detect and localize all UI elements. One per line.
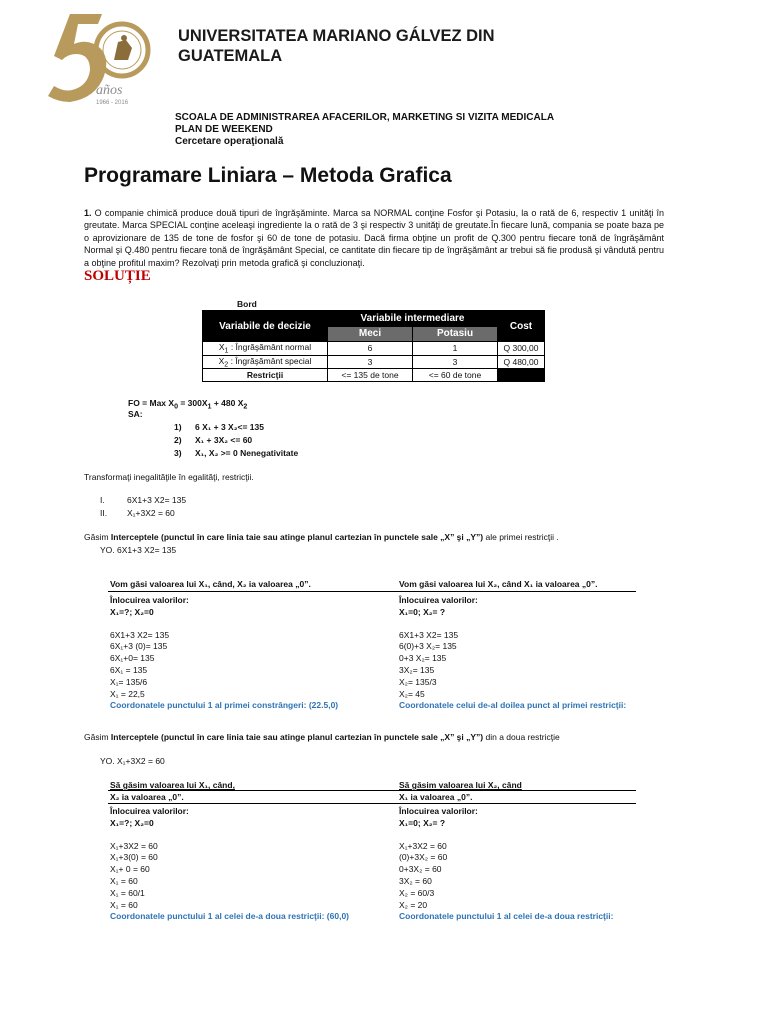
constraint-3-number: 3) (174, 448, 182, 458)
table-cell-cost: Q 480,00 (498, 355, 545, 369)
university-logo (40, 6, 152, 110)
table-cell-variable: $X_2$ : Îngrăşământ special (203, 355, 328, 369)
table-cell-potasiu: 3 (413, 355, 498, 369)
university-name-line2: GUATEMALA (178, 47, 283, 65)
section2-yo: YO. X₁+3X2 = 60 (100, 756, 165, 766)
constraint-2: X₁ + 3X₂ <= 60 (195, 435, 253, 445)
restriction-potasiu: <= 60 de tone (413, 369, 498, 382)
constraint-2-number: 2) (174, 435, 182, 445)
section1-right-result: Coordonatele celui de-al doilea punct al primei restricţii: (399, 700, 627, 711)
section1-left-column: Înlocuirea valorilor: X₁=?; X₂=0 6X1+3 X2= 135 6X₁+3 (0)= 135 6X₁+0= 135 6X₁ = 135 X₁= 135/6 X₁ = 22,5 Coordonatele punctului 1 al primei constrângeri: (22.5,0) (110, 595, 339, 711)
page-title: Programare Liniara – Metoda Grafica (84, 164, 452, 187)
section2-left-column: Înlocuirea valorilor: X₁=?; X₂=0 X₁+3X2 = 60 X₁+3(0) = 60 X₁+ 0 = 60 X₁ = 60 X₁ = 60/1 X₁ = 60 Coordonatele punctului 1 al celei de-a doua restricţii: (60,0) (110, 806, 349, 922)
equation-ii-number: II. (100, 508, 108, 518)
bord-label: Bord (237, 299, 257, 309)
section1-right-heading: Vom găsi valoarea lui X₂, când X₁ ia valoarea „0”. (399, 579, 598, 589)
section2-intro: Găsim Interceptele (punctul în care linia taie sau atinge planul cartezian în punctele sale „X” şi „Y”) din a doua restricţie (84, 732, 560, 742)
course-name: Cercetare operaţională (175, 136, 284, 147)
header-potasiu: Potasiu (413, 326, 498, 342)
problem-statement (84, 207, 664, 269)
table-row-restrictions (203, 369, 545, 382)
section2-right-result: Coordonatele punctului 1 al celei de-a doua restricţii: (399, 911, 614, 922)
table-row (203, 342, 545, 356)
table-cell-cost: Q 300,00 (498, 342, 545, 356)
constraint-1: 6 X₁ + 3 X₂<= 135 (195, 422, 264, 432)
header-intermediate: Variabile intermediare (328, 311, 498, 327)
logo-years-text: 1966 - 2016 (96, 100, 129, 106)
section2-divider-bottom (108, 803, 636, 804)
section1-right-column: Înlocuirea valorilor: X₁=0; X₂= ? 6X1+3 X2= 135 6(0)+3 X₂= 135 0+3 X₂= 135 3X₂= 135 X₂= 135/3 X₂= 45 Coordonatele celui de-al doilea punct al primei restricţii: (399, 595, 627, 711)
university-name (178, 26, 495, 66)
header-meci: Meci (328, 326, 413, 342)
solution-heading: SOLUȚIE (84, 268, 151, 284)
problem-text: O companie chimică produce două tipuri de îngrăşăminte. Marca sa NORMAL conţine Fosfor şi Potasiu, la o rată de 6, respectiv 1 unităţi în greutate. Marca SPECIAL conţine aceleaşi ingrediente la o rată de 3 şi respectiv 3 unităţi de greutate.În fiecare lună, compania se poate baza pe o aprovizionare de 135 de tone de fosfor şi 60 de tone de potasiu. Dacă firma obţine un profit de Q.300 pentru fiecare tonă de îngrăşământ Normal şi Q.480 pentru fiecare tonă de îngrăşământ Special, ce cantitate din fiecare tip de îngrăşământ ar trebui să fie produsă şi vândută pentru a obţine profitul maxim? Rezolvaţi prin metoda grafică şi concluzionaţi. (84, 208, 664, 268)
section2-divider-top (108, 790, 636, 791)
subject-to: SA: (128, 409, 143, 419)
constraint-1-number: 1) (174, 422, 182, 432)
table-cell-potasiu: 1 (413, 342, 498, 356)
plan-name: PLAN DE WEEKEND (175, 124, 273, 135)
section2-right-column: Înlocuirea valorilor: X₁=0; X₂= ? X₁+3X2 = 60 (0)+3X₂ = 60 0+3X₂ = 60 3X₂ = 60 X₂ = 60/3 X₂ = 20 Coordonatele punctului 1 al celei de-a doua restricţii: (399, 806, 614, 922)
section2-right-heading: Să găsim valoarea lui X₂, când X₁ ia valoarea „0”. (399, 780, 522, 802)
header-cost: Cost (498, 311, 545, 342)
constraint-3: X₁, X₂ >= 0 Nenegativitate (195, 448, 299, 458)
transform-text: Transformaţi inegalităţile în egalităţi, restricţii. (84, 472, 254, 482)
school-block (175, 112, 554, 148)
section1-intro: Găsim Interceptele (punctul în care linia taie sau atinge planul cartezian în punctele sale „X” şi „Y”) ale primei restricţii . (84, 532, 559, 542)
problem-number: 1. (84, 208, 92, 218)
section1-yo: YO. 6X1+3 X2= 135 (100, 545, 177, 555)
equation-i: 6X1+3 X2= 135 (127, 495, 187, 505)
bord-table (202, 310, 545, 382)
section1-left-result: Coordonatele punctului 1 al primei constrângeri: (22.5,0) (110, 700, 339, 711)
table-cell-variable: $X_1$ : Îngrăşământ normal (203, 342, 328, 356)
restriction-meci: <= 135 de tone (328, 369, 413, 382)
empty-cost-cell (498, 369, 545, 382)
equation-ii: X₁+3X2 = 60 (127, 508, 175, 518)
table-row (203, 355, 545, 369)
school-name: SCOALA DE ADMINISTRAREA AFACERILOR, MARKETING SI VIZITA MEDICALA (175, 112, 555, 123)
table-cell-meci: 6 (328, 342, 413, 356)
table-cell-meci: 3 (328, 355, 413, 369)
logo-anos-text: años (96, 83, 123, 98)
restrictions-label: Restricţii (203, 369, 328, 382)
section2-left-result: Coordonatele punctului 1 al celei de-a doua restricţii: (60,0) (110, 911, 349, 922)
objective-function: FO = Max $X_0 = 300X_1 + 480$ $X_2$ (128, 398, 248, 411)
university-name-line1: UNIVERSITATEA MARIANO GÁLVEZ DIN (178, 27, 495, 45)
section2-left-heading: Să găsim valoarea lui X₁, când, X₂ ia valoarea „0”. (110, 780, 235, 802)
equation-i-number: I. (100, 495, 105, 505)
header-decision: Variabile de decizie (203, 311, 328, 342)
section1-left-heading: Vom găsi valoarea lui X₁, când, X₂ ia valoarea „0”. (110, 579, 311, 589)
section1-divider (108, 591, 636, 592)
